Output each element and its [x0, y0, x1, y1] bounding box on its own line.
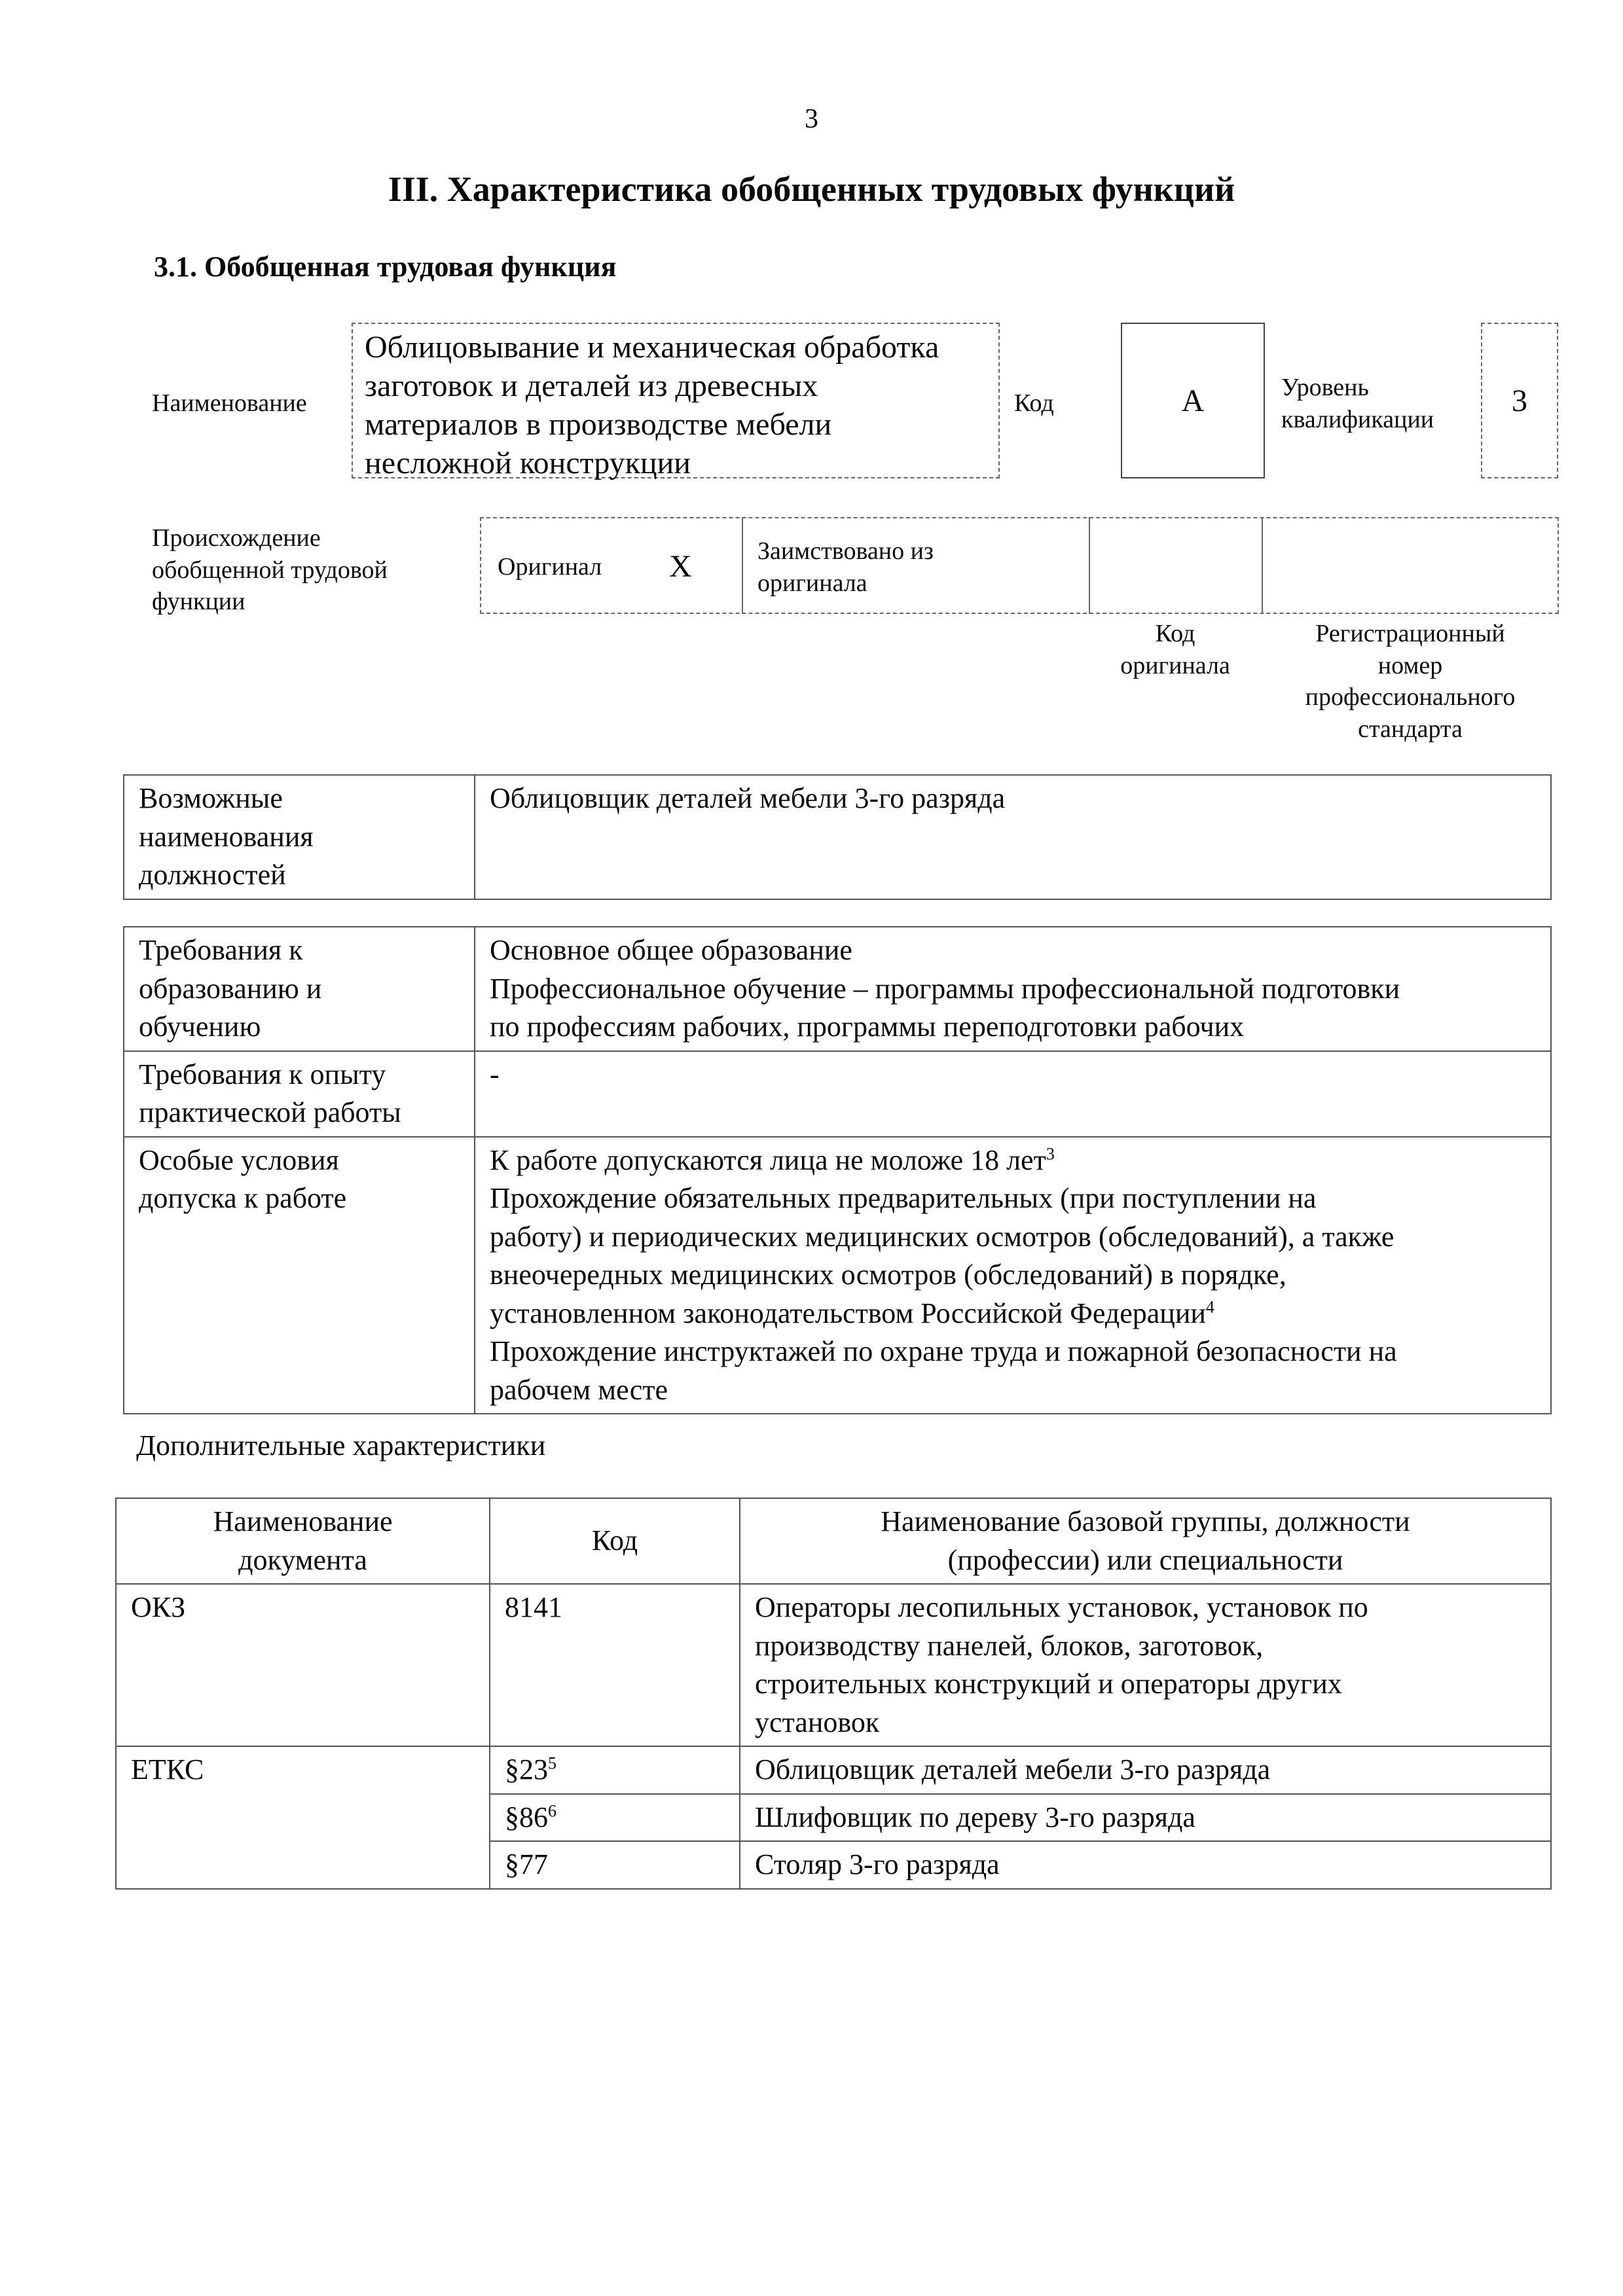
borrowed-label: Заимствовано из оригинала [757, 537, 934, 597]
level-box [1481, 323, 1558, 478]
reg-number-caption: Регистрационный номер профессионального стандарта [1305, 620, 1516, 743]
experience-label: Требования к опыту практической работы [124, 1051, 475, 1137]
etks-name-1: Облицовщик деталей мебели 3-го разряда [740, 1746, 1551, 1794]
code-label: Код [1014, 389, 1054, 417]
requirements-table [123, 926, 1552, 1414]
etks-name-3: Столяр 3-го разряда [740, 1841, 1551, 1889]
header-group: Наименование базовой группы, должности (профессии) или специальности [740, 1498, 1551, 1584]
subsection-title: 3.1. Обобщенная трудовая функция [154, 251, 617, 283]
footnote-3: 3 [1046, 1143, 1055, 1163]
etks-code-2: $\S 86^6$ [490, 1794, 740, 1842]
education-label: Требования к образованию и обучению [124, 927, 475, 1051]
education-row [124, 927, 1551, 1051]
original-mark: X [669, 549, 692, 584]
origin-box [480, 517, 1559, 614]
header-code: Код [490, 1498, 740, 1584]
okz-code: 8141 [490, 1584, 740, 1746]
code-box [1121, 323, 1265, 478]
section-title: III. Характеристика обобщенных трудовых функций [388, 170, 1235, 209]
level-value: 3 [1512, 384, 1527, 418]
additional-title: Дополнительные характеристики [136, 1429, 546, 1462]
okz-name: Операторы лесопильных установок, установок по производству панелей, блоков, заготовок, строительных конструкций и операторы других установок [740, 1584, 1551, 1746]
header-doc: Наименование документа [116, 1498, 490, 1584]
experience-value: - [475, 1051, 1551, 1137]
additional-header-row [116, 1498, 1551, 1584]
footnote-4: 4 [1205, 1297, 1214, 1316]
etks-code-3: §77 [490, 1841, 740, 1889]
code-original-caption: Код оригинала [1120, 620, 1230, 679]
positions-label: Возможные наименования должностей [124, 775, 475, 899]
additional-table [115, 1498, 1552, 1890]
level-label: Уровень квалификации [1281, 374, 1434, 433]
special-conditions-value: К работе допускаются лица не моложе 18 лет$^3$ Прохождение обязательных предварительных (при поступлении на работу) и периодических медицинских осмотров (обследований), а также внеочередных медицинских осмотров (обследований) в порядке, установленном законодательством Российской Федерации$^4$ Прохождение инструктажей по охране труда и пожарной безопасности на рабочем месте [475, 1137, 1551, 1414]
etks-row-1 [116, 1746, 1551, 1794]
etks-doc: ЕТКС [116, 1746, 490, 1889]
positions-value: Облицовщик деталей мебели 3-го разряда [475, 775, 1551, 899]
okz-doc: ОКЗ [116, 1584, 490, 1746]
positions-row [124, 775, 1551, 899]
etks-code-1: $\S 23^5$ [490, 1746, 740, 1794]
page-number: 3 [805, 104, 818, 134]
etks-name-2: Шлифовщик по дереву 3-го разряда [740, 1794, 1551, 1842]
original-label: Оригинал [498, 553, 602, 581]
special-conditions-row [124, 1137, 1551, 1414]
function-name-box [352, 323, 1000, 481]
special-conditions-label: Особые условия допуска к работе [124, 1137, 475, 1414]
positions-table [123, 774, 1552, 900]
code-value: А [1181, 384, 1205, 418]
experience-row [124, 1051, 1551, 1137]
origin-label: Происхождение обобщенной трудовой функции [152, 524, 388, 616]
function-name: Облицовывание и механическая обработка заготовок и деталей из древесных материалов в производстве мебели несложной конструкции [365, 330, 939, 481]
okz-row [116, 1584, 1551, 1746]
name-label: Наименование [152, 389, 307, 417]
education-value: Основное общее образование Профессиональное обучение – программы профессиональной подготовки по профессиям рабочих, программы переподготовки рабочих [475, 927, 1551, 1051]
